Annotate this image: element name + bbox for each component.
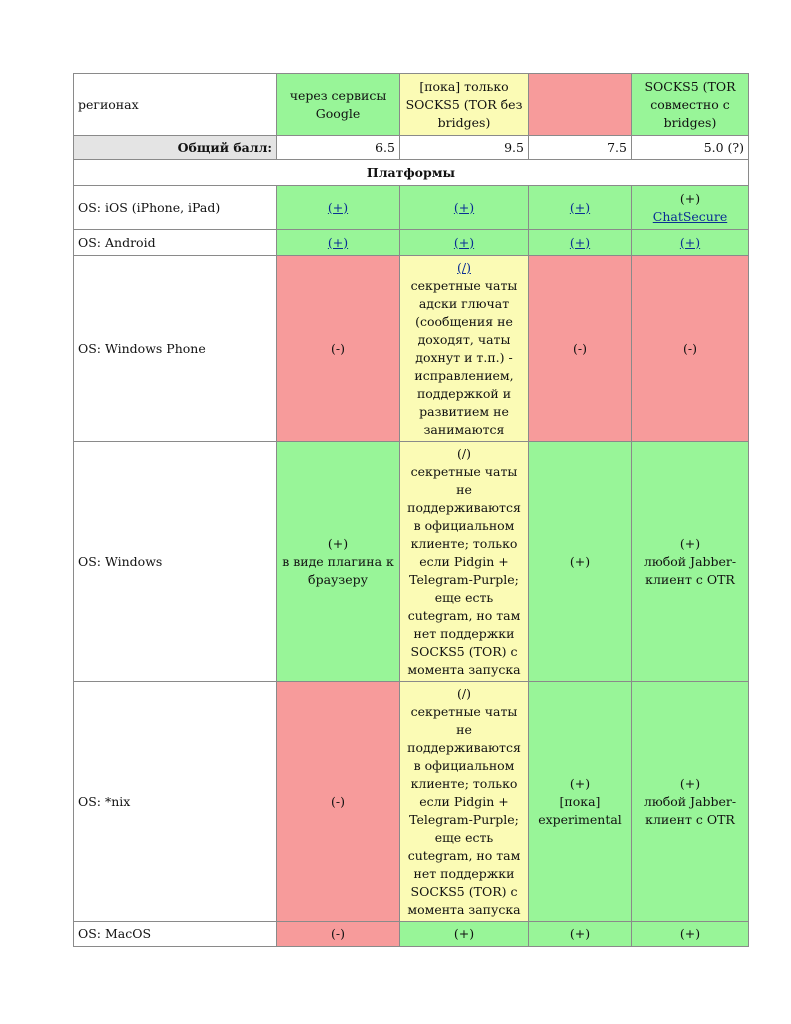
cell-macos-2: (+) xyxy=(400,922,529,947)
cell-regions-3 xyxy=(529,74,632,136)
support-sign: (+) xyxy=(327,535,349,551)
row-label: регионах xyxy=(74,74,277,136)
support-link[interactable]: (+) xyxy=(569,199,591,215)
row-label: OS: Windows Phone xyxy=(74,256,277,442)
table-row-regions xyxy=(74,74,749,136)
cell-note: любой Jabber-клиент с OTR xyxy=(643,793,737,827)
cell-nix-2 xyxy=(400,682,529,922)
cell-windows-1 xyxy=(277,442,400,682)
row-label: OS: MacOS xyxy=(74,922,277,947)
cell-ios-2 xyxy=(400,186,529,230)
table-row-macos xyxy=(74,922,749,947)
score-value-4: 5.0 (?) xyxy=(632,136,749,160)
cell-note: в виде плагина к браузеру xyxy=(282,553,394,587)
cell-regions-1: через сервисы Google xyxy=(277,74,400,136)
cell-regions-4: SOCKS5 (TOR совместно с bridges) xyxy=(632,74,749,136)
cell-windows-4 xyxy=(632,442,749,682)
table-row-android xyxy=(74,230,749,256)
table-row-windows xyxy=(74,442,749,682)
support-sign: (/) xyxy=(457,445,471,461)
table-row-nix xyxy=(74,682,749,922)
table-row-platforms-header xyxy=(74,160,749,186)
cell-macos-4: (+) xyxy=(632,922,749,947)
cell-regions-2: [пока] только SOCKS5 (TOR без bridges) xyxy=(400,74,529,136)
table-row-score xyxy=(74,136,749,160)
row-label: OS: Windows xyxy=(74,442,277,682)
cell-note: секретные чаты адски глючат (сообщения не доходят, чаты дохнут и т.п.) - исправлением, поддержкой и развитием не занимаются xyxy=(410,277,518,437)
cell-winphone-3: (-) xyxy=(529,256,632,442)
cell-note: секретные чаты не поддерживаются в официальном клиенте; только если Pidgin + Telegram-Purple; еще есть cutegram, но там нет поддержки SOCKS5 (TOR) с момента запуска xyxy=(407,703,521,917)
cell-nix-3 xyxy=(529,682,632,922)
cell-ios-4 xyxy=(632,186,749,230)
cell-macos-3: (+) xyxy=(529,922,632,947)
support-link[interactable]: (+) xyxy=(453,199,475,215)
cell-android-4 xyxy=(632,230,749,256)
support-sign: (+) xyxy=(569,775,591,791)
cell-windows-2 xyxy=(400,442,529,682)
support-sign: (+) xyxy=(679,775,701,791)
table-row-ios xyxy=(74,186,749,230)
support-sign: (/) xyxy=(457,685,471,701)
row-label: OS: Android xyxy=(74,230,277,256)
cell-winphone-2 xyxy=(400,256,529,442)
score-value-1: 6.5 xyxy=(277,136,400,160)
cell-nix-1: (-) xyxy=(277,682,400,922)
support-link[interactable]: (+) xyxy=(569,234,591,250)
support-link[interactable]: (+) xyxy=(327,234,349,250)
support-link[interactable]: (+) xyxy=(679,234,701,250)
cell-android-3 xyxy=(529,230,632,256)
cell-macos-1: (-) xyxy=(277,922,400,947)
support-link[interactable]: (+) xyxy=(327,199,349,215)
cell-note: секретные чаты не поддерживаются в официальном клиенте; только если Pidgin + Telegram-Purple; еще есть cutegram, но там нет поддержки SOCKS5 (TOR) с момента запуска xyxy=(407,463,521,677)
support-link[interactable]: (/) xyxy=(457,259,471,275)
cell-android-2 xyxy=(400,230,529,256)
cell-winphone-4: (-) xyxy=(632,256,749,442)
support-sign: (+) xyxy=(679,190,701,206)
score-label: Общий балл: xyxy=(74,136,277,160)
cell-ios-3 xyxy=(529,186,632,230)
support-sign: (+) xyxy=(679,535,701,551)
row-label: OS: *nix xyxy=(74,682,277,922)
cell-note: любой Jabber-клиент с OTR xyxy=(643,553,737,587)
cell-ios-1 xyxy=(277,186,400,230)
support-link[interactable]: (+) xyxy=(453,234,475,250)
table-row-winphone xyxy=(74,256,749,442)
score-value-3: 7.5 xyxy=(529,136,632,160)
cell-android-1 xyxy=(277,230,400,256)
comparison-table xyxy=(73,73,749,947)
row-label: OS: iOS (iPhone, iPad) xyxy=(74,186,277,230)
section-header-platforms: Платформы xyxy=(74,160,749,186)
score-value-2: 9.5 xyxy=(400,136,529,160)
chatsecure-link[interactable]: ChatSecure xyxy=(652,208,728,224)
cell-nix-4 xyxy=(632,682,749,922)
cell-winphone-1: (-) xyxy=(277,256,400,442)
cell-windows-3: (+) xyxy=(529,442,632,682)
cell-note: [пока] experimental xyxy=(538,793,622,827)
